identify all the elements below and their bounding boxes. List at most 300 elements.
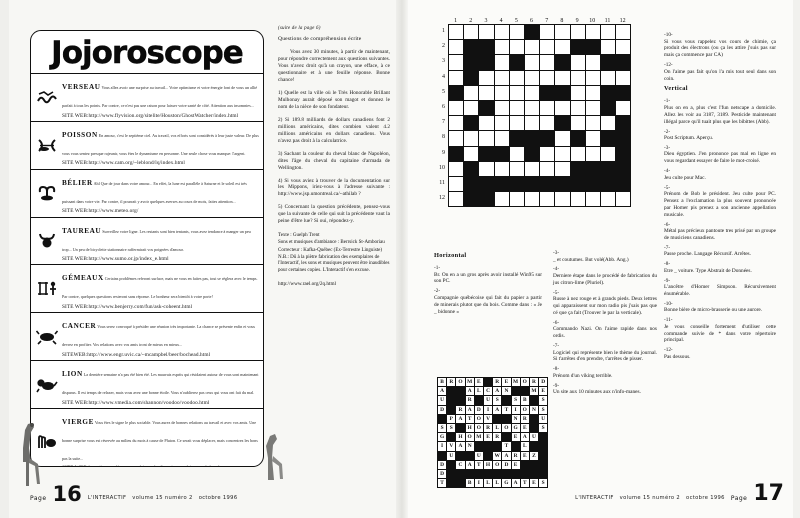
- horizontal-clues-left: [434, 252, 542, 318]
- crossword-empty-cell[interactable]: [571, 71, 586, 86]
- horoscope-sign-website-link[interactable]: SITE WEB:http://www.flyvision.org/sitelite/Houston/GhostWatcher/index.html: [62, 112, 239, 119]
- horoscope-box: [30, 30, 264, 467]
- clue-number: -1-: [434, 265, 441, 271]
- crossword-empty-cell[interactable]: [601, 40, 616, 55]
- solution-letter-cell: U: [530, 433, 539, 442]
- crossword-empty-cell[interactable]: [479, 86, 494, 101]
- solution-letter-cell: T: [466, 415, 475, 424]
- solution-block-cell: [493, 442, 502, 451]
- solution-block-cell: [475, 442, 484, 451]
- crossword-empty-cell[interactable]: [540, 147, 555, 162]
- solution-block-cell: [456, 396, 465, 405]
- crossword-block-cell: [510, 55, 525, 70]
- solution-letter-cell: I: [438, 442, 447, 451]
- crossword-col-number: 3: [484, 18, 488, 24]
- crossword-row-number: 8: [442, 134, 445, 141]
- crossword-row-number: 6: [442, 103, 445, 110]
- crossword-empty-cell[interactable]: [540, 192, 555, 207]
- crossword-col-number: 10: [589, 18, 596, 24]
- question-item: 4) Si vous aviez à trouver de la documentation sur les Mippons, iriez-vous à l'adresse suivante : http://www.jsp.umontreal.ca/~athilab ?: [278, 177, 390, 198]
- clue-number: -7-: [664, 244, 671, 251]
- solution-letter-cell: A: [521, 433, 530, 442]
- crossword-block-cell: [601, 162, 616, 177]
- crossword-empty-cell[interactable]: [449, 162, 464, 177]
- solution-block-cell: [475, 470, 484, 479]
- crossword-grid-row: [449, 147, 631, 162]
- crossword-block-cell: [555, 55, 570, 70]
- crossword-empty-cell[interactable]: [616, 192, 631, 207]
- clue-text: Compagnie québécoise qui fait du papier a partir de minerais plutot que du bois. Comme dans : « Je _ bidonne »: [434, 294, 542, 315]
- crossword-empty-cell[interactable]: [555, 25, 570, 40]
- crossword-block-cell: [555, 116, 570, 131]
- crossword-empty-cell[interactable]: [601, 71, 616, 86]
- crossword-block-cell: [479, 101, 494, 116]
- crossword-block-cell: [540, 86, 555, 101]
- clue-text: Métal pas précieux pantoute tres prisé par un groupe de musiciens canadiens.: [664, 228, 776, 241]
- horoscope-title: Jojoroscope: [51, 35, 243, 71]
- solution-letter-cell: S: [512, 396, 521, 405]
- crossword-grid-row: [449, 177, 631, 192]
- crossword-block-cell: [601, 131, 616, 146]
- crossword-empty-cell[interactable]: [586, 55, 601, 70]
- clue-text: Jeu culte pour Mac.: [664, 174, 706, 181]
- crossword-empty-cell[interactable]: [495, 25, 510, 40]
- solution-letter-cell: A: [466, 461, 475, 470]
- clue-text: Prénom de Bob le président. Jeu culte pour PC. Pensez a l'exclamation la plus souvent prononcée par Homer pis prenez a son ancienne appellation musicale.: [664, 191, 776, 218]
- crossword-empty-cell[interactable]: [555, 40, 570, 55]
- clue-text: Pas dessous.: [664, 353, 691, 360]
- crossword-empty-cell[interactable]: [449, 192, 464, 207]
- crossword-empty-cell[interactable]: [540, 162, 555, 177]
- clue-number: -11-: [664, 317, 673, 324]
- horoscope-sign-text: Vous serez convoqué à présider une réunion très importante. La chance se présente enfin et vous devrez en profiter. Vos relations avec vos amis iront de mieux en mieux...: [62, 324, 256, 348]
- solution-block-cell: [475, 396, 484, 405]
- solution-letter-cell: M: [475, 433, 484, 442]
- solution-letter-cell: R: [512, 452, 521, 461]
- solution-block-cell: [493, 470, 502, 479]
- horoscope-sign-body: [60, 315, 260, 358]
- solution-block-cell: [530, 415, 539, 424]
- horoscope-sign-text: Vous êtes le signe le plus sociable. Vous aurez de bonnes relations au travail et avec vos amis. Une bonne surprise vous est réservée au milieu du mois à cause de Pluton. Ce serait vous déplacer, mais concentrez les bons pas la suite...: [62, 419, 258, 461]
- clue-text: Un site aux 10 minutes aux n'info-manes.: [553, 389, 641, 396]
- crossword-block-cell: [495, 177, 510, 192]
- crossword-empty-cell[interactable]: [510, 101, 525, 116]
- crossword-block-cell: [586, 177, 601, 192]
- solution-block-cell: [484, 470, 493, 479]
- crossword-empty-cell[interactable]: [449, 177, 464, 192]
- crossword-empty-cell[interactable]: [464, 131, 479, 146]
- solution-letter-cell: O: [521, 406, 530, 415]
- question-item: 3) Sachant la couleur du cheval blanc de Napoléon, dites l'âge du cheval du capitaine d'armada de Wellington.: [278, 150, 390, 171]
- crossword-row-number: 12: [439, 195, 445, 202]
- crossword-row-number: 1: [442, 28, 445, 34]
- clue-number: -5-: [553, 289, 560, 296]
- aries-icon: [34, 172, 60, 215]
- clue-number: -9-: [553, 382, 560, 389]
- solution-block-cell: [539, 461, 548, 470]
- crossword-empty-cell[interactable]: [525, 116, 540, 131]
- solution-block-cell: [447, 396, 456, 405]
- crossword-empty-cell[interactable]: [510, 116, 525, 131]
- clue-text: _ et coutumes. But volé(Abb. Ang.): [553, 256, 629, 263]
- solution-letter-cell: S: [539, 396, 548, 405]
- crossword-empty-cell[interactable]: [555, 71, 570, 86]
- crossword-empty-cell[interactable]: [586, 116, 601, 131]
- crossword-empty-cell[interactable]: [449, 25, 464, 40]
- crossword-block-cell: [586, 40, 601, 55]
- solution-letter-cell: U: [484, 396, 493, 405]
- solution-letter-cell: Z: [530, 452, 539, 461]
- crossword-block-cell: [525, 25, 540, 40]
- solution-block-cell: [512, 387, 521, 396]
- solution-letter-cell: R: [493, 433, 502, 442]
- crossword-empty-cell[interactable]: [464, 147, 479, 162]
- solution-letter-cell: N: [466, 442, 475, 451]
- crossword-block-cell: [571, 177, 586, 192]
- crossword-empty-cell[interactable]: [449, 71, 464, 86]
- solution-block-cell: [530, 424, 539, 433]
- crossword-empty-cell[interactable]: [571, 116, 586, 131]
- horoscope-sign-body: [60, 124, 260, 167]
- crossword-block-cell: [571, 162, 586, 177]
- giraffe-doodle-icon: [14, 418, 46, 488]
- aquarius-icon: [34, 76, 60, 119]
- crossword-empty-cell[interactable]: [555, 101, 570, 116]
- solution-letter-cell: C: [484, 387, 493, 396]
- horoscope-sign-website-link[interactable]: SITE WEB:http://www.meteo.org/: [62, 208, 139, 215]
- solution-letter-cell: H: [466, 424, 475, 433]
- crossword-empty-cell[interactable]: [555, 131, 570, 146]
- solution-block-cell: [502, 415, 511, 424]
- horoscope-sign-website-link[interactable]: SITE WEB:http://www.benjerry.com/fun/ask-coheent.html: [62, 303, 193, 310]
- solution-letter-cell: R: [447, 378, 456, 387]
- solution-letter-cell: N: [530, 406, 539, 415]
- vertical-clue-list: [664, 98, 776, 360]
- crossword-empty-cell[interactable]: [571, 192, 586, 207]
- crossword-empty-cell[interactable]: [555, 192, 570, 207]
- solution-block-cell: [447, 406, 456, 415]
- solution-row: [438, 424, 548, 433]
- horoscope-sign-website-link[interactable]: [62, 465, 260, 467]
- solution-letter-cell: C: [456, 461, 465, 470]
- crossword-empty-cell[interactable]: [510, 192, 525, 207]
- scan-edge-right: [793, 0, 800, 518]
- solution-block-cell: [447, 387, 456, 396]
- crossword-row-number: 4: [442, 73, 445, 80]
- crossword-empty-cell[interactable]: [525, 86, 540, 101]
- horoscope-sign-taureau: [31, 217, 263, 265]
- clue-text: L'ancêtre d'Homer Simpson. Récursivement énumérable.: [664, 284, 776, 297]
- horoscope-sign-g-meaux: [31, 264, 263, 312]
- crossword-empty-cell[interactable]: [495, 131, 510, 146]
- crossword-empty-cell[interactable]: [616, 40, 631, 55]
- solution-letter-cell: O: [502, 424, 511, 433]
- solution-block-cell: [466, 452, 475, 461]
- solution-letter-cell: R: [530, 378, 539, 387]
- crossword-empty-cell[interactable]: [586, 71, 601, 86]
- solution-block-cell: [539, 470, 548, 479]
- crossword-empty-cell[interactable]: [540, 116, 555, 131]
- crossword-row-number: 7: [442, 119, 445, 126]
- solution-letter-cell: E: [521, 452, 530, 461]
- crossword-empty-cell[interactable]: [495, 162, 510, 177]
- crossword-empty-cell[interactable]: [571, 55, 586, 70]
- solution-block-cell: [502, 396, 511, 405]
- horoscope-sign-name: POISSON: [62, 130, 98, 139]
- crossword-grid-row: [449, 116, 631, 131]
- crossword-empty-cell[interactable]: [495, 116, 510, 131]
- crossword-col-number: 4: [499, 18, 503, 24]
- crossword-empty-cell[interactable]: [510, 162, 525, 177]
- crossword-empty-cell[interactable]: [525, 40, 540, 55]
- solution-letter-cell: A: [456, 415, 465, 424]
- crossword-grid-row: [449, 101, 631, 116]
- crossword-empty-cell[interactable]: [601, 147, 616, 162]
- solution-letter-cell: D: [475, 406, 484, 415]
- crossword-empty-cell[interactable]: [540, 40, 555, 55]
- vertical-clues: [664, 32, 776, 364]
- crossword-empty-cell[interactable]: [464, 101, 479, 116]
- solution-block-cell: [521, 470, 530, 479]
- crossword-empty-cell[interactable]: [495, 71, 510, 86]
- crossword-block-cell: [571, 131, 586, 146]
- crossword-empty-cell[interactable]: [525, 55, 540, 70]
- crossword-empty-cell[interactable]: [601, 25, 616, 40]
- crossword-empty-cell[interactable]: [540, 55, 555, 70]
- crossword-empty-cell[interactable]: [449, 131, 464, 146]
- crossword-empty-cell[interactable]: [464, 86, 479, 101]
- crossword-grid[interactable]: [448, 24, 631, 207]
- crossword-empty-cell[interactable]: [525, 162, 540, 177]
- crossword-grid-row: [449, 192, 631, 207]
- crossword-empty-cell[interactable]: [555, 162, 570, 177]
- solution-letter-cell: E: [475, 378, 484, 387]
- credits-block: [278, 233, 390, 274]
- crossword-empty-cell[interactable]: [586, 101, 601, 116]
- solution-letter-cell: L: [493, 479, 502, 488]
- crossword-empty-cell[interactable]: [464, 25, 479, 40]
- solution-block-cell: [484, 378, 493, 387]
- crossword-empty-cell[interactable]: [571, 86, 586, 101]
- clue-text: Bonne bière de micro-brasserie ou une aurore.: [664, 307, 763, 314]
- crossword-row-numbers: [434, 24, 448, 207]
- crossword-block-cell: [525, 147, 540, 162]
- crossword-empty-cell[interactable]: [586, 192, 601, 207]
- solution-row: [438, 461, 548, 470]
- solution-block-cell: [493, 415, 502, 424]
- crossword-empty-cell[interactable]: [601, 192, 616, 207]
- crossword-empty-cell[interactable]: [479, 71, 494, 86]
- solution-block-cell: [539, 452, 548, 461]
- solution-letter-cell: U: [447, 452, 456, 461]
- solution-letter-cell: E: [521, 424, 530, 433]
- crossword-empty-cell[interactable]: [510, 71, 525, 86]
- horoscope-sign-name: BÉLIER: [62, 178, 93, 187]
- crossword-empty-cell[interactable]: [586, 25, 601, 40]
- solution-letter-cell: B: [438, 378, 447, 387]
- solution-letter-cell: D: [438, 406, 447, 415]
- crossword-empty-cell[interactable]: [540, 25, 555, 40]
- solution-block-cell: [530, 442, 539, 451]
- crossword-empty-cell[interactable]: [479, 131, 494, 146]
- solution-letter-cell: D: [539, 378, 548, 387]
- crossword-empty-cell[interactable]: [525, 71, 540, 86]
- clue-number: -9-: [664, 277, 671, 284]
- solution-row: [438, 442, 548, 451]
- horizontal-clue-list-c: [664, 32, 776, 82]
- crossword-empty-cell[interactable]: [495, 101, 510, 116]
- crossword-empty-cell[interactable]: [510, 25, 525, 40]
- clue-text: Prénom d'un viking terrible.: [553, 372, 613, 379]
- crossword-empty-cell[interactable]: [449, 116, 464, 131]
- crossword-grid-row: [449, 25, 631, 40]
- crossword-block-cell: [495, 147, 510, 162]
- crossword-empty-cell[interactable]: [495, 40, 510, 55]
- solution-letter-cell: P: [447, 415, 456, 424]
- crossword-empty-cell[interactable]: [495, 55, 510, 70]
- solution-block-cell: [447, 461, 456, 470]
- crossword-empty-cell[interactable]: [586, 86, 601, 101]
- solution-letter-cell: E: [512, 433, 521, 442]
- crossword-empty-cell[interactable]: [571, 101, 586, 116]
- footer-publication-left: [88, 495, 238, 504]
- crossword-empty-cell[interactable]: [586, 131, 601, 146]
- solution-block-cell: [521, 387, 530, 396]
- solution-letter-cell: T: [475, 461, 484, 470]
- crossword-col-number: 8: [560, 18, 564, 24]
- solution-block-cell: [530, 470, 539, 479]
- crossword-block-cell: [616, 116, 631, 131]
- clue-text: Passe proche. Langage Récursif. Arrêtes.: [664, 251, 751, 258]
- solution-block-cell: [447, 470, 456, 479]
- crossword-empty-cell[interactable]: [616, 101, 631, 116]
- solution-letter-cell: R: [456, 406, 465, 415]
- crossword-empty-cell[interactable]: [495, 86, 510, 101]
- solution-letter-cell: O: [475, 415, 484, 424]
- clue-text: Logiciel qui représente bien le thème du journal. Si t'arrêtes d'en prendre, t'arrêtes de pisser.: [553, 349, 657, 363]
- crossword-empty-cell[interactable]: [449, 40, 464, 55]
- solution-letter-cell: H: [456, 433, 465, 442]
- clue-number: -1-: [664, 98, 671, 105]
- solution-block-cell: [502, 470, 511, 479]
- solution-letter-cell: A: [512, 479, 521, 488]
- clue-number: -3-: [553, 250, 560, 256]
- solution-row: [438, 396, 548, 405]
- crossword-block-cell: [540, 131, 555, 146]
- crossword-empty-cell[interactable]: [540, 71, 555, 86]
- horoscope-sign-text: En amour, c'est le septième ciel. Au travail, vos efforts sont considérés à leur juste valeur. De plus vous vous sentez presque rajeunir, vous êtes le dynamisme en personne. Une seule chose vous manque: l'argent.: [62, 132, 259, 156]
- crossword-row-number: 11: [439, 179, 445, 186]
- horoscope-sign-website-link[interactable]: SITE WEB:http://www.cam.org/~leblond/lq/index.html: [62, 160, 185, 167]
- crossword-empty-cell[interactable]: [540, 101, 555, 116]
- crossword-empty-cell[interactable]: [555, 147, 570, 162]
- horoscope-sign-website-link[interactable]: SITE WEB:http://www.vmedia.com/shannon/voodoo/voodoo.html: [62, 399, 210, 406]
- solution-block-cell: [447, 479, 456, 488]
- crossword-grid-row: [449, 40, 631, 55]
- questions-list: [278, 90, 390, 226]
- solution-letter-cell: W: [493, 452, 502, 461]
- clue-text: Dieu égyptien. J'en prononce pas mal en ligne en vous regardant essayer de faire le mot-croisé.: [664, 151, 776, 165]
- horoscope-sign-poisson: [31, 121, 263, 169]
- clue-number: -12-: [664, 62, 673, 69]
- solution-row: [438, 406, 548, 415]
- crossword-empty-cell[interactable]: [495, 192, 510, 207]
- solution-letter-cell: B: [466, 479, 475, 488]
- crossword-empty-cell[interactable]: [616, 25, 631, 40]
- solution-block-cell: [456, 387, 465, 396]
- crossword-block-cell: [464, 116, 479, 131]
- crossword-empty-cell[interactable]: [616, 71, 631, 86]
- crossword-empty-cell[interactable]: [479, 116, 494, 131]
- crossword-block-cell: [479, 177, 494, 192]
- crossword-empty-cell[interactable]: [571, 147, 586, 162]
- crossword-empty-cell[interactable]: [479, 162, 494, 177]
- crossword-empty-cell[interactable]: [510, 147, 525, 162]
- crossword-empty-cell[interactable]: [525, 192, 540, 207]
- crossword-block-cell: [479, 147, 494, 162]
- solution-letter-cell: M: [530, 387, 539, 396]
- solution-block-cell: [484, 442, 493, 451]
- solution-block-cell: [447, 433, 456, 442]
- solution-letter-cell: E: [502, 378, 511, 387]
- solution-letter-cell: R: [484, 424, 493, 433]
- clue-number: -10-: [664, 32, 673, 38]
- horoscope-sign-website-link[interactable]: SITE WEB:http://www.sumo.or.jp/index_e.html: [62, 256, 169, 263]
- gemini-icon: [34, 267, 60, 310]
- solution-letter-cell: L: [475, 387, 484, 396]
- solution-letter-cell: T: [438, 479, 447, 488]
- solution-letter-cell: T: [521, 479, 530, 488]
- crossword-col-number: 11: [604, 18, 611, 24]
- crossword-block-cell: [571, 40, 586, 55]
- horoscope-sign-text: Vous allez avoir une surprise au travail... Votre optimisme et votre énergie font de vous un allié parfait à tous les points. Par contre, ce n'est pas une raison pour laisser votre santé de côté. Attention aux insomnies...: [62, 85, 258, 108]
- solution-letter-cell: S: [447, 424, 456, 433]
- crossword-row-number: 3: [442, 58, 445, 65]
- clue-text: Commando Nazi. On l'aime rapide dans nos ordis.: [553, 326, 657, 340]
- crossword-empty-cell[interactable]: [479, 25, 494, 40]
- horoscope-sign-website-link[interactable]: SITEWEB:http://www.engr.uvic.ca/~mcampbel/beer/bochead.html: [62, 351, 211, 358]
- crossword-empty-cell[interactable]: [586, 147, 601, 162]
- question-item: 2) Si 189.8 milliards de dollars canadiens font 2 millions américains, dites combien valent 4.2 millions américains en dollars canadiens. Vous n'avez pas droit à la calculatrice.: [278, 116, 390, 144]
- solution-block-cell: [438, 452, 447, 461]
- clue-text: Je vous conseille fortement d'utiliser cette commande suivie de * dans votre répertoire principal.: [664, 323, 776, 344]
- crossword-empty-cell[interactable]: [601, 116, 616, 131]
- crossword-block-cell: [616, 177, 631, 192]
- credit-line: Sons et musiques d'ambiance : Berrsick St-Amboriau: [278, 240, 385, 246]
- crossword-empty-cell[interactable]: [449, 55, 464, 70]
- solution-block-cell: [512, 442, 521, 451]
- clue-text: Si vous vous rappelez vos cours de chimie, ça produit des électrons (ou ça les attire j'suis pas sur mais ça commence par CA): [664, 38, 776, 59]
- crossword-block-cell: [616, 55, 631, 70]
- horoscope-sign-name: GÉMEAUX: [62, 274, 104, 283]
- crossword-empty-cell[interactable]: [571, 25, 586, 40]
- horizontal-clue-list-b: [553, 250, 657, 396]
- clue-number: -5-: [664, 184, 671, 191]
- horoscope-sign-body: [60, 220, 260, 263]
- solution-letter-cell: R: [493, 378, 502, 387]
- crossword-empty-cell[interactable]: [449, 101, 464, 116]
- crossword-empty-cell[interactable]: [510, 86, 525, 101]
- crossword-empty-cell[interactable]: [525, 101, 540, 116]
- solution-row: [438, 470, 548, 479]
- solution-letter-cell: S: [539, 424, 548, 433]
- crossword-block-cell: [464, 71, 479, 86]
- publication-date-left: octobre 1996: [198, 495, 238, 501]
- crossword-empty-cell[interactable]: [510, 40, 525, 55]
- pisces-icon: [34, 124, 60, 167]
- clue-number: -6-: [664, 221, 671, 228]
- clue-number: -8-: [553, 366, 560, 373]
